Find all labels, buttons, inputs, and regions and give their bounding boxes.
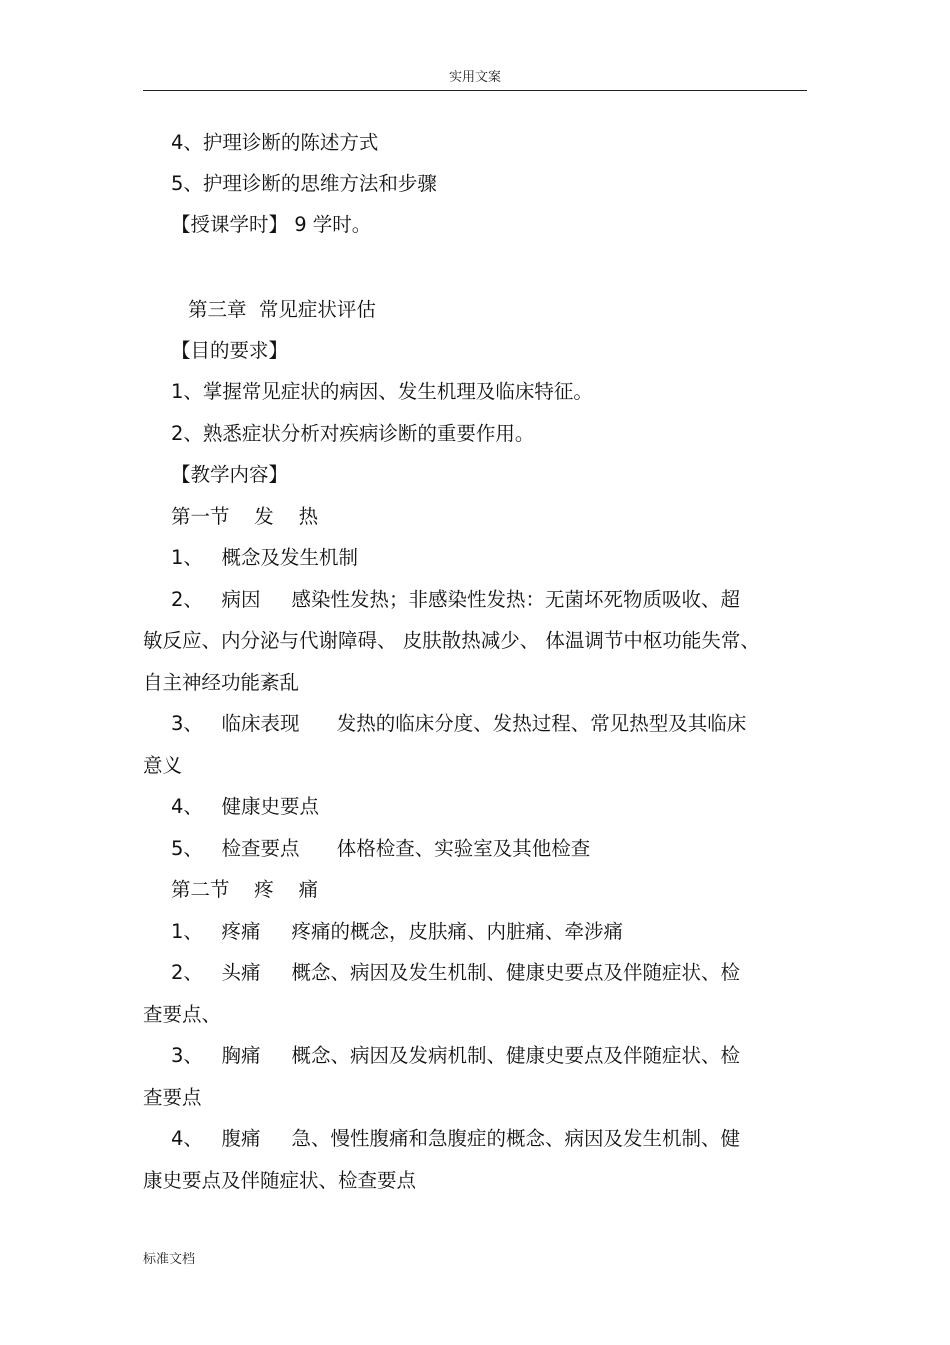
- teaching-hours: 【授课学时】 9 学时。: [171, 213, 372, 236]
- header-divider: [143, 90, 807, 91]
- fever-item-2: 2、 病因 感染性发热；非感染性发热：无菌坏死物质吸收、超: [171, 588, 740, 611]
- pain-item-4-cont: 康史要点及伴随症状、检查要点: [143, 1169, 417, 1192]
- list-item-nursing-diagnosis-statement: 4、护理诊断的陈述方式: [171, 131, 379, 154]
- fever-item-1: 1、 概念及发生机制: [171, 546, 359, 569]
- fever-item-5: 5、 检查要点 体格检查、实验室及其他检查: [171, 837, 591, 860]
- objective-item-2: 2、熟悉症状分析对疾病诊断的重要作用。: [171, 422, 535, 445]
- pain-item-3: 3、 胸痛 概念、病因及发病机制、健康史要点及伴随症状、检: [171, 1044, 740, 1067]
- chapter-title: 第三章 常见症状评估: [188, 298, 376, 321]
- header-title: 实用文案: [448, 70, 501, 85]
- section-heading-objectives: 【目的要求】: [171, 339, 289, 362]
- pain-item-2: 2、 头痛 概念、病因及发生机制、健康史要点及伴随症状、检: [171, 961, 740, 984]
- fever-item-4: 4、 健康史要点: [171, 795, 320, 818]
- fever-item-3: 3、 临床表现 发热的临床分度、发热过程、常见热型及其临床: [171, 712, 747, 735]
- fever-item-3-cont: 意义: [143, 754, 183, 777]
- subsection-title-fever: 第一节 发 热: [171, 505, 319, 528]
- list-item-nursing-diagnosis-method: 5、护理诊断的思维方法和步骤: [171, 172, 437, 195]
- fever-item-2-cont-2: 自主神经功能紊乱: [143, 671, 300, 694]
- section-heading-content: 【教学内容】: [171, 463, 289, 486]
- pain-item-1: 1、 疼痛 疼痛的概念，皮肤痛、内脏痛、牵涉痛: [171, 920, 623, 943]
- fever-item-2-cont: 敏反应、内分泌与代谢障碍、 皮肤散热减少、 体温调节中枢功能失常、: [143, 629, 760, 652]
- pain-item-2-cont: 查要点、: [143, 1003, 222, 1026]
- pain-item-3-cont: 查要点: [143, 1086, 202, 1109]
- subsection-title-pain: 第二节 疼 痛: [171, 878, 319, 901]
- page-footer-label: 标准文档: [143, 1252, 196, 1267]
- objective-item-1: 1、掌握常见症状的病因、发生机理及临床特征。: [171, 380, 593, 403]
- pain-item-4: 4、 腹痛 急、慢性腹痛和急腹症的概念、病因及发生机制、健: [171, 1127, 740, 1150]
